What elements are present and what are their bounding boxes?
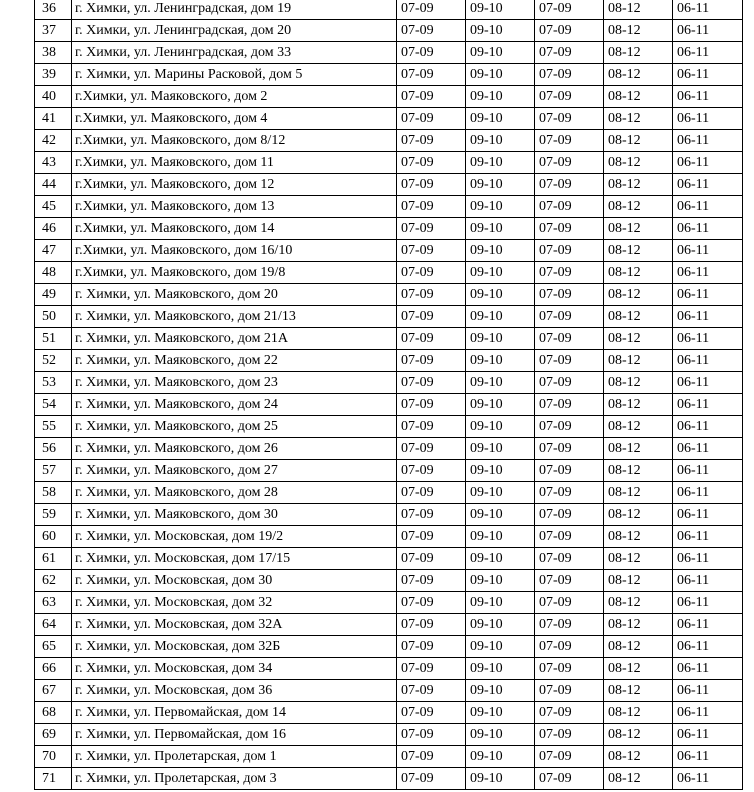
period-cell-4: 08-12 — [604, 64, 673, 86]
address-cell: г. Химки, ул. Московская, дом 32Б — [72, 636, 397, 658]
row-number-cell: 47 — [35, 240, 72, 262]
period-cell-5: 06-11 — [673, 394, 743, 416]
period-cell-1: 07-09 — [397, 592, 466, 614]
address-cell: г. Химки, ул. Московская, дом 30 — [72, 570, 397, 592]
schedule-table — [34, 0, 743, 790]
row-number-cell: 57 — [35, 460, 72, 482]
period-cell-1: 07-09 — [397, 746, 466, 768]
period-cell-1: 07-09 — [397, 680, 466, 702]
period-cell-5: 06-11 — [673, 130, 743, 152]
period-cell-2: 09-10 — [466, 218, 535, 240]
row-number-cell: 66 — [35, 658, 72, 680]
period-cell-2: 09-10 — [466, 614, 535, 636]
period-cell-3: 07-09 — [535, 240, 604, 262]
period-cell-3: 07-09 — [535, 152, 604, 174]
table-row — [35, 702, 743, 724]
table-row — [35, 504, 743, 526]
period-cell-2: 09-10 — [466, 152, 535, 174]
table-row — [35, 680, 743, 702]
address-cell: г. Химки, ул. Марины Расковой, дом 5 — [72, 64, 397, 86]
table-row — [35, 20, 743, 42]
period-cell-3: 07-09 — [535, 702, 604, 724]
table-row — [35, 372, 743, 394]
period-cell-1: 07-09 — [397, 416, 466, 438]
period-cell-4: 08-12 — [604, 86, 673, 108]
period-cell-5: 06-11 — [673, 460, 743, 482]
table-row — [35, 658, 743, 680]
period-cell-5: 06-11 — [673, 240, 743, 262]
period-cell-2: 09-10 — [466, 328, 535, 350]
period-cell-4: 08-12 — [604, 460, 673, 482]
period-cell-4: 08-12 — [604, 108, 673, 130]
period-cell-1: 07-09 — [397, 86, 466, 108]
address-cell: г. Химки, ул. Маяковского, дом 30 — [72, 504, 397, 526]
period-cell-4: 08-12 — [604, 570, 673, 592]
period-cell-5: 06-11 — [673, 548, 743, 570]
period-cell-3: 07-09 — [535, 0, 604, 20]
address-cell: г.Химки, ул. Маяковского, дом 16/10 — [72, 240, 397, 262]
address-cell: г. Химки, ул. Маяковского, дом 25 — [72, 416, 397, 438]
row-number-cell: 45 — [35, 196, 72, 218]
period-cell-5: 06-11 — [673, 108, 743, 130]
period-cell-1: 07-09 — [397, 570, 466, 592]
period-cell-1: 07-09 — [397, 504, 466, 526]
row-number-cell: 39 — [35, 64, 72, 86]
period-cell-1: 07-09 — [397, 614, 466, 636]
address-cell: г.Химки, ул. Маяковского, дом 11 — [72, 152, 397, 174]
period-cell-4: 08-12 — [604, 218, 673, 240]
table-row — [35, 592, 743, 614]
row-number-cell: 52 — [35, 350, 72, 372]
table-row — [35, 460, 743, 482]
address-cell: г. Химки, ул. Московская, дом 32А — [72, 614, 397, 636]
period-cell-5: 06-11 — [673, 218, 743, 240]
table-row — [35, 526, 743, 548]
period-cell-3: 07-09 — [535, 130, 604, 152]
table-row — [35, 108, 743, 130]
period-cell-4: 08-12 — [604, 482, 673, 504]
row-number-cell: 59 — [35, 504, 72, 526]
period-cell-4: 08-12 — [604, 130, 673, 152]
period-cell-2: 09-10 — [466, 86, 535, 108]
address-cell: г. Химки, ул. Маяковского, дом 20 — [72, 284, 397, 306]
period-cell-4: 08-12 — [604, 526, 673, 548]
period-cell-2: 09-10 — [466, 196, 535, 218]
period-cell-1: 07-09 — [397, 328, 466, 350]
period-cell-4: 08-12 — [604, 438, 673, 460]
address-cell: г. Химки, ул. Маяковского, дом 22 — [72, 350, 397, 372]
period-cell-1: 07-09 — [397, 702, 466, 724]
period-cell-3: 07-09 — [535, 328, 604, 350]
period-cell-4: 08-12 — [604, 306, 673, 328]
period-cell-3: 07-09 — [535, 284, 604, 306]
period-cell-5: 06-11 — [673, 438, 743, 460]
period-cell-5: 06-11 — [673, 306, 743, 328]
period-cell-3: 07-09 — [535, 460, 604, 482]
period-cell-2: 09-10 — [466, 394, 535, 416]
period-cell-1: 07-09 — [397, 306, 466, 328]
period-cell-3: 07-09 — [535, 526, 604, 548]
row-number-cell: 67 — [35, 680, 72, 702]
period-cell-5: 06-11 — [673, 350, 743, 372]
period-cell-3: 07-09 — [535, 636, 604, 658]
period-cell-3: 07-09 — [535, 768, 604, 790]
period-cell-2: 09-10 — [466, 658, 535, 680]
table-row — [35, 0, 743, 20]
row-number-cell: 46 — [35, 218, 72, 240]
period-cell-1: 07-09 — [397, 284, 466, 306]
table-row — [35, 152, 743, 174]
period-cell-5: 06-11 — [673, 152, 743, 174]
table-row — [35, 130, 743, 152]
period-cell-2: 09-10 — [466, 262, 535, 284]
period-cell-4: 08-12 — [604, 548, 673, 570]
period-cell-2: 09-10 — [466, 460, 535, 482]
table-row — [35, 636, 743, 658]
period-cell-2: 09-10 — [466, 240, 535, 262]
period-cell-2: 09-10 — [466, 174, 535, 196]
period-cell-1: 07-09 — [397, 174, 466, 196]
period-cell-1: 07-09 — [397, 768, 466, 790]
address-cell: г. Химки, ул. Маяковского, дом 28 — [72, 482, 397, 504]
period-cell-3: 07-09 — [535, 614, 604, 636]
period-cell-4: 08-12 — [604, 0, 673, 20]
period-cell-3: 07-09 — [535, 174, 604, 196]
period-cell-1: 07-09 — [397, 240, 466, 262]
period-cell-3: 07-09 — [535, 86, 604, 108]
period-cell-1: 07-09 — [397, 372, 466, 394]
period-cell-3: 07-09 — [535, 394, 604, 416]
period-cell-3: 07-09 — [535, 42, 604, 64]
address-cell: г. Химки, ул. Маяковского, дом 26 — [72, 438, 397, 460]
row-number-cell: 62 — [35, 570, 72, 592]
period-cell-5: 06-11 — [673, 64, 743, 86]
period-cell-3: 07-09 — [535, 658, 604, 680]
period-cell-4: 08-12 — [604, 328, 673, 350]
period-cell-3: 07-09 — [535, 724, 604, 746]
table-row — [35, 196, 743, 218]
schedule-table-body — [35, 0, 743, 790]
period-cell-5: 06-11 — [673, 592, 743, 614]
address-cell: г.Химки, ул. Маяковского, дом 4 — [72, 108, 397, 130]
row-number-cell: 40 — [35, 86, 72, 108]
period-cell-3: 07-09 — [535, 350, 604, 372]
address-cell: г. Химки, ул. Московская, дом 34 — [72, 658, 397, 680]
period-cell-3: 07-09 — [535, 680, 604, 702]
table-row — [35, 64, 743, 86]
period-cell-2: 09-10 — [466, 548, 535, 570]
period-cell-1: 07-09 — [397, 636, 466, 658]
period-cell-5: 06-11 — [673, 372, 743, 394]
period-cell-2: 09-10 — [466, 284, 535, 306]
period-cell-5: 06-11 — [673, 20, 743, 42]
period-cell-1: 07-09 — [397, 152, 466, 174]
address-cell: г. Химки, ул. Московская, дом 17/15 — [72, 548, 397, 570]
period-cell-3: 07-09 — [535, 746, 604, 768]
period-cell-1: 07-09 — [397, 526, 466, 548]
table-row — [35, 438, 743, 460]
row-number-cell: 63 — [35, 592, 72, 614]
table-row — [35, 768, 743, 790]
table-row — [35, 42, 743, 64]
period-cell-1: 07-09 — [397, 218, 466, 240]
period-cell-3: 07-09 — [535, 108, 604, 130]
period-cell-2: 09-10 — [466, 130, 535, 152]
period-cell-3: 07-09 — [535, 570, 604, 592]
period-cell-4: 08-12 — [604, 768, 673, 790]
row-number-cell: 42 — [35, 130, 72, 152]
period-cell-1: 07-09 — [397, 548, 466, 570]
period-cell-3: 07-09 — [535, 372, 604, 394]
address-cell: г.Химки, ул. Маяковского, дом 2 — [72, 86, 397, 108]
period-cell-5: 06-11 — [673, 174, 743, 196]
period-cell-2: 09-10 — [466, 108, 535, 130]
period-cell-4: 08-12 — [604, 724, 673, 746]
address-cell: г. Химки, ул. Маяковского, дом 24 — [72, 394, 397, 416]
period-cell-3: 07-09 — [535, 416, 604, 438]
row-number-cell: 50 — [35, 306, 72, 328]
address-cell: г.Химки, ул. Маяковского, дом 8/12 — [72, 130, 397, 152]
period-cell-1: 07-09 — [397, 724, 466, 746]
row-number-cell: 64 — [35, 614, 72, 636]
period-cell-4: 08-12 — [604, 504, 673, 526]
period-cell-5: 06-11 — [673, 196, 743, 218]
table-row — [35, 482, 743, 504]
period-cell-1: 07-09 — [397, 350, 466, 372]
period-cell-4: 08-12 — [604, 614, 673, 636]
table-row — [35, 570, 743, 592]
row-number-cell: 48 — [35, 262, 72, 284]
row-number-cell: 56 — [35, 438, 72, 460]
period-cell-3: 07-09 — [535, 196, 604, 218]
period-cell-1: 07-09 — [397, 482, 466, 504]
row-number-cell: 44 — [35, 174, 72, 196]
period-cell-3: 07-09 — [535, 438, 604, 460]
address-cell: г. Химки, ул. Ленинградская, дом 19 — [72, 0, 397, 20]
period-cell-2: 09-10 — [466, 0, 535, 20]
period-cell-2: 09-10 — [466, 724, 535, 746]
table-row — [35, 724, 743, 746]
table-row — [35, 328, 743, 350]
table-row — [35, 416, 743, 438]
document-page — [34, 0, 742, 790]
row-number-cell: 55 — [35, 416, 72, 438]
period-cell-5: 06-11 — [673, 482, 743, 504]
period-cell-1: 07-09 — [397, 64, 466, 86]
table-row — [35, 262, 743, 284]
period-cell-1: 07-09 — [397, 438, 466, 460]
period-cell-2: 09-10 — [466, 372, 535, 394]
period-cell-2: 09-10 — [466, 482, 535, 504]
period-cell-3: 07-09 — [535, 262, 604, 284]
table-row — [35, 86, 743, 108]
period-cell-4: 08-12 — [604, 350, 673, 372]
period-cell-5: 06-11 — [673, 416, 743, 438]
period-cell-5: 06-11 — [673, 614, 743, 636]
row-number-cell: 61 — [35, 548, 72, 570]
row-number-cell: 37 — [35, 20, 72, 42]
period-cell-2: 09-10 — [466, 42, 535, 64]
period-cell-1: 07-09 — [397, 130, 466, 152]
period-cell-2: 09-10 — [466, 416, 535, 438]
address-cell: г. Химки, ул. Пролетарская, дом 3 — [72, 768, 397, 790]
period-cell-5: 06-11 — [673, 526, 743, 548]
period-cell-3: 07-09 — [535, 592, 604, 614]
period-cell-3: 07-09 — [535, 548, 604, 570]
period-cell-5: 06-11 — [673, 636, 743, 658]
period-cell-5: 06-11 — [673, 724, 743, 746]
period-cell-5: 06-11 — [673, 570, 743, 592]
period-cell-4: 08-12 — [604, 262, 673, 284]
period-cell-2: 09-10 — [466, 350, 535, 372]
period-cell-5: 06-11 — [673, 680, 743, 702]
period-cell-2: 09-10 — [466, 702, 535, 724]
period-cell-4: 08-12 — [604, 42, 673, 64]
address-cell: г. Химки, ул. Первомайская, дом 16 — [72, 724, 397, 746]
row-number-cell: 54 — [35, 394, 72, 416]
period-cell-4: 08-12 — [604, 636, 673, 658]
period-cell-3: 07-09 — [535, 20, 604, 42]
row-number-cell: 70 — [35, 746, 72, 768]
row-number-cell: 41 — [35, 108, 72, 130]
period-cell-4: 08-12 — [604, 394, 673, 416]
address-cell: г. Химки, ул. Маяковского, дом 21А — [72, 328, 397, 350]
table-row — [35, 746, 743, 768]
table-row — [35, 284, 743, 306]
period-cell-1: 07-09 — [397, 0, 466, 20]
address-cell: г. Химки, ул. Пролетарская, дом 1 — [72, 746, 397, 768]
period-cell-4: 08-12 — [604, 746, 673, 768]
period-cell-1: 07-09 — [397, 460, 466, 482]
address-cell: г.Химки, ул. Маяковского, дом 12 — [72, 174, 397, 196]
period-cell-2: 09-10 — [466, 680, 535, 702]
table-row — [35, 174, 743, 196]
address-cell: г. Химки, ул. Маяковского, дом 23 — [72, 372, 397, 394]
address-cell: г. Химки, ул. Первомайская, дом 14 — [72, 702, 397, 724]
address-cell: г.Химки, ул. Маяковского, дом 19/8 — [72, 262, 397, 284]
table-row — [35, 350, 743, 372]
address-cell: г. Химки, ул. Московская, дом 19/2 — [72, 526, 397, 548]
period-cell-1: 07-09 — [397, 108, 466, 130]
period-cell-2: 09-10 — [466, 64, 535, 86]
period-cell-1: 07-09 — [397, 196, 466, 218]
period-cell-5: 06-11 — [673, 504, 743, 526]
period-cell-3: 07-09 — [535, 482, 604, 504]
period-cell-5: 06-11 — [673, 746, 743, 768]
period-cell-4: 08-12 — [604, 702, 673, 724]
period-cell-2: 09-10 — [466, 526, 535, 548]
period-cell-4: 08-12 — [604, 592, 673, 614]
address-cell: г.Химки, ул. Маяковского, дом 13 — [72, 196, 397, 218]
period-cell-4: 08-12 — [604, 196, 673, 218]
row-number-cell: 49 — [35, 284, 72, 306]
address-cell: г.Химки, ул. Маяковского, дом 14 — [72, 218, 397, 240]
period-cell-1: 07-09 — [397, 20, 466, 42]
period-cell-5: 06-11 — [673, 0, 743, 20]
table-row — [35, 614, 743, 636]
period-cell-4: 08-12 — [604, 284, 673, 306]
period-cell-5: 06-11 — [673, 86, 743, 108]
period-cell-5: 06-11 — [673, 702, 743, 724]
address-cell: г. Химки, ул. Маяковского, дом 27 — [72, 460, 397, 482]
row-number-cell: 38 — [35, 42, 72, 64]
period-cell-5: 06-11 — [673, 284, 743, 306]
row-number-cell: 68 — [35, 702, 72, 724]
row-number-cell: 51 — [35, 328, 72, 350]
period-cell-5: 06-11 — [673, 262, 743, 284]
period-cell-3: 07-09 — [535, 504, 604, 526]
table-row — [35, 240, 743, 262]
period-cell-2: 09-10 — [466, 504, 535, 526]
address-cell: г. Химки, ул. Ленинградская, дом 20 — [72, 20, 397, 42]
period-cell-1: 07-09 — [397, 658, 466, 680]
row-number-cell: 69 — [35, 724, 72, 746]
period-cell-2: 09-10 — [466, 746, 535, 768]
address-cell: г. Химки, ул. Ленинградская, дом 33 — [72, 42, 397, 64]
period-cell-2: 09-10 — [466, 570, 535, 592]
table-row — [35, 306, 743, 328]
period-cell-4: 08-12 — [604, 680, 673, 702]
period-cell-5: 06-11 — [673, 658, 743, 680]
address-cell: г. Химки, ул. Московская, дом 36 — [72, 680, 397, 702]
table-row — [35, 218, 743, 240]
period-cell-3: 07-09 — [535, 306, 604, 328]
period-cell-4: 08-12 — [604, 416, 673, 438]
row-number-cell: 58 — [35, 482, 72, 504]
row-number-cell: 60 — [35, 526, 72, 548]
period-cell-2: 09-10 — [466, 20, 535, 42]
period-cell-4: 08-12 — [604, 20, 673, 42]
period-cell-2: 09-10 — [466, 306, 535, 328]
row-number-cell: 36 — [35, 0, 72, 20]
table-row — [35, 394, 743, 416]
period-cell-5: 06-11 — [673, 42, 743, 64]
table-row — [35, 548, 743, 570]
period-cell-5: 06-11 — [673, 768, 743, 790]
period-cell-2: 09-10 — [466, 592, 535, 614]
row-number-cell: 43 — [35, 152, 72, 174]
period-cell-1: 07-09 — [397, 42, 466, 64]
period-cell-3: 07-09 — [535, 64, 604, 86]
period-cell-1: 07-09 — [397, 262, 466, 284]
address-cell: г. Химки, ул. Маяковского, дом 21/13 — [72, 306, 397, 328]
period-cell-2: 09-10 — [466, 768, 535, 790]
period-cell-4: 08-12 — [604, 240, 673, 262]
row-number-cell: 71 — [35, 768, 72, 790]
period-cell-2: 09-10 — [466, 438, 535, 460]
row-number-cell: 53 — [35, 372, 72, 394]
period-cell-4: 08-12 — [604, 174, 673, 196]
period-cell-4: 08-12 — [604, 152, 673, 174]
period-cell-4: 08-12 — [604, 372, 673, 394]
period-cell-5: 06-11 — [673, 328, 743, 350]
row-number-cell: 65 — [35, 636, 72, 658]
address-cell: г. Химки, ул. Московская, дом 32 — [72, 592, 397, 614]
period-cell-3: 07-09 — [535, 218, 604, 240]
period-cell-4: 08-12 — [604, 658, 673, 680]
period-cell-1: 07-09 — [397, 394, 466, 416]
period-cell-2: 09-10 — [466, 636, 535, 658]
